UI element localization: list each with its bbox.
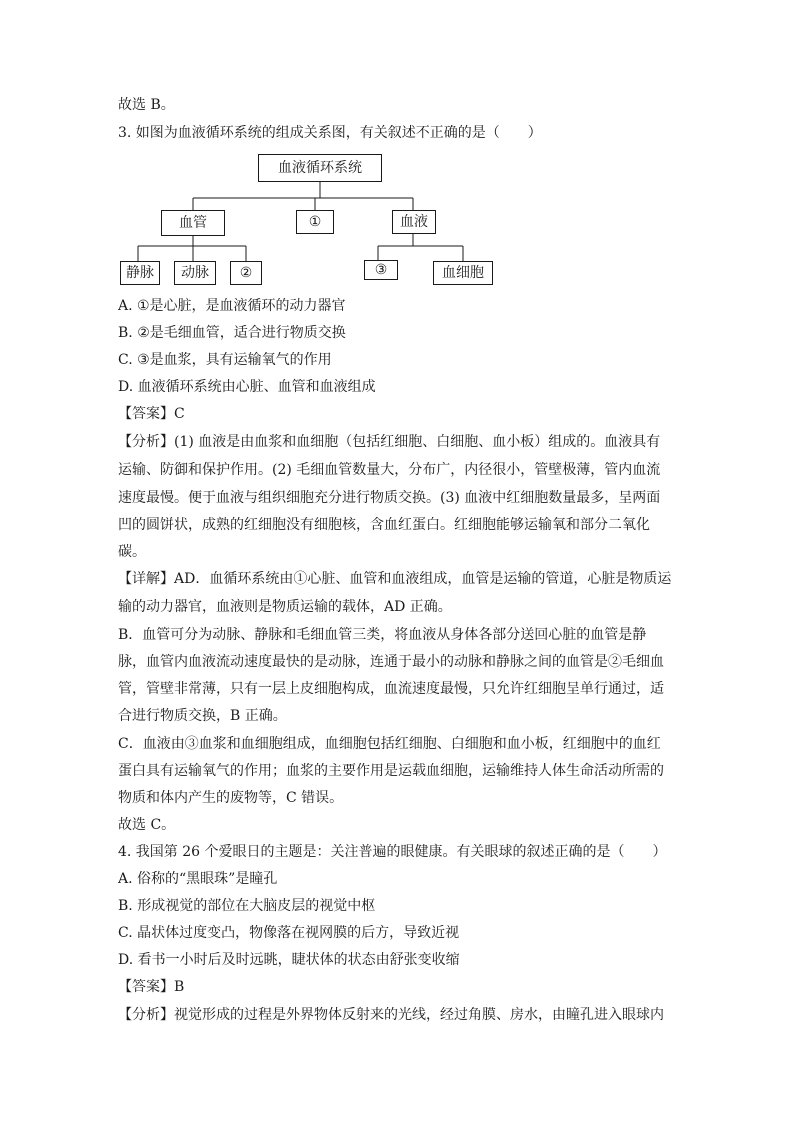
analysis-line: 速度最慢。便于血液与组织细胞充分进行物质交换。(3) 血液中红细胞数量最多，呈两面 [118,490,661,506]
node-blood-vessels: 血管 [161,210,225,236]
detail-line: 蛋白具有运输氧气的作用；血浆的主要作用是运载血细胞，运输维持人体生命活动所需的 [118,763,664,779]
detail-line: 脉，血管内血液流动速度最快的是动脉，连通于最小的动脉和静脉之间的血管是②毛细血 [118,654,664,670]
option-d: D. 血液循环系统由心脏、血管和血液组成 [118,379,376,395]
detail-line: 管，管壁非常薄，只有一层上皮细胞构成，血流速度最慢，只允许红细胞呈单行通过，适 [118,681,664,697]
answer-label: 【答案】B [118,979,185,995]
node-plasma-3: ③ [364,260,398,280]
analysis-line: 【分析】视觉形成的过程是外界物体反射来的光线，经过角膜、房水，由瞳孔进入眼球内 [118,1007,664,1023]
circulation-diagram [110,148,530,288]
detail-line: 输的动力器官，血液则是物质运输的载体，AD 正确。 [118,599,452,615]
option-d: D. 看书一小时后及时远眺，睫状体的状态由舒张变收缩 [118,952,460,968]
detail-line: 【详解】AD．血循环系统由①心脏、血管和血液组成，血管是运输的管道，心脏是物质运 [118,571,672,587]
detail-line: C．血液由③血浆和血细胞组成，血细胞包括红细胞、白细胞和血小板，红细胞中的血红 [118,736,661,752]
node-vein: 静脉 [120,261,160,285]
node-blood-circulation-system: 血液循环系统 [258,154,382,182]
option-b: B. 形成视觉的部位在大脑皮层的视觉中枢 [118,898,376,914]
option-a: A. ①是心脏，是血液循环的动力器官 [118,298,346,314]
option-b: B. ②是毛细血管，适合进行物质交换 [118,325,346,341]
analysis-line: 【分析】(1) 血液是由血浆和血细胞（包括红细胞、白细胞、血小板）组成的。血液具有 [118,434,661,450]
option-a: A. 俗称的“黑眼珠”是瞳孔 [118,871,278,887]
detail-line: 合进行物质交换，B 正确。 [118,708,287,724]
option-c: C. ③是血浆，具有运输氧气的作用 [118,352,332,368]
analysis-line: 运输、防御和保护作用。(2) 毛细血管数量大，分布广，内径很小，管壁极薄，管内血流 [118,462,661,478]
node-heart-1: ① [296,210,334,234]
answer-label: 【答案】C [118,406,185,422]
detail-line: B．血管可分为动脉、静脉和毛细血管三类，将血液从身体各部分送回心脏的血管是静 [118,627,647,643]
node-blood: 血液 [392,210,436,234]
node-blood-cells: 血细胞 [433,261,493,285]
detail-line: 物质和体内产生的废物等，C 错误。 [118,790,344,806]
analysis-line: 凹的圆饼状，成熟的红细胞没有细胞核，含血红蛋白。红细胞能够运输氧和部分二氧化 [118,517,650,533]
text-line: 故选 B。 [118,97,175,113]
question-4-stem: 4. 我国第 26 个爱眼日的主题是：关注普遍的眼健康。有关眼球的叙述正确的是（ ） [118,844,667,860]
node-capillary-2: ② [230,261,262,285]
analysis-line: 碳。 [118,544,146,560]
question-3-stem: 3. 如图为血液循环系统的组成关系图，有关叙述不正确的是（ ） [118,125,542,141]
node-artery: 动脉 [174,261,216,285]
option-c: C. 晶状体过度变凸，物像落在视网膜的后方，导致近视 [118,925,460,941]
text-line: 故选 C。 [118,817,176,833]
